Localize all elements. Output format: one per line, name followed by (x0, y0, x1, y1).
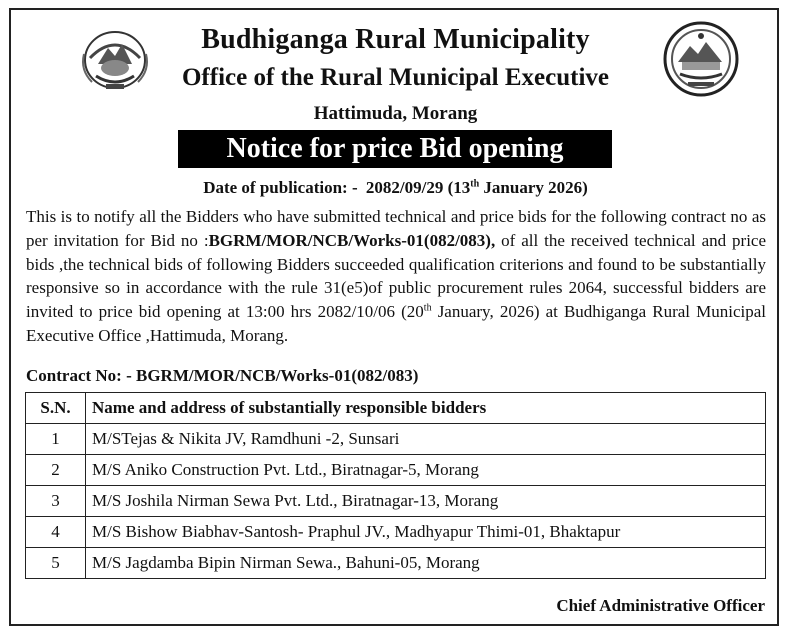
row-bidder: M/S Bishow Biabhav-Santosh- Praphul JV., Madhyapur Thimi-01, Bhaktapur (86, 517, 766, 548)
contract-number: Contract No: - BGRM/MOR/NCB/Works-01(082/083) (26, 366, 419, 385)
body-part-2: of all the received technical and price bids ,the technical bids of following Bidders succeeded qualification criterions and found to be substantially responsive so in accordance with the rule 31(e5)of public procurement rules 2064, successful bidders are invited to price bid opening at 13:00 hrs 2082/10/06 (20 (26, 230, 767, 322)
office-location: Hattimuda, Morang (313, 103, 478, 124)
notice-title: Notice for price Bid opening (178, 130, 612, 168)
table-row (26, 424, 766, 455)
row-bidder: M/S Aniko Construction Pvt. Ltd., Biratnagar-5, Morang (86, 455, 766, 486)
publication-date-en-open: (13 (447, 178, 471, 197)
notice-body (26, 205, 766, 348)
body-part-1: This is to notify all the Bidders who have submitted technical and price bids for the following contract no as per invitation for Bid no : (26, 207, 766, 250)
signatory-title: Chief Administrative Officer (556, 596, 765, 615)
row-bidder: M/S Joshila Nirman Sewa Pvt. Ltd., Biratnagar-13, Morang (86, 486, 766, 517)
table-row (26, 486, 766, 517)
row-sn: 5 (26, 548, 86, 579)
table-row (26, 517, 766, 548)
bidders-table (25, 392, 766, 579)
office-name: Office of the Rural Municipal Executive (181, 64, 609, 91)
row-sn: 2 (26, 455, 86, 486)
header-bidder: Name and address of substantially responsible bidders (86, 393, 766, 424)
body-part-3: January, 2026) at Budhiganga Rural Municipal Executive Office ,Hattimuda, Morang. (26, 302, 766, 345)
publication-date-en-sup: th (470, 178, 480, 190)
table-row (26, 548, 766, 579)
body-part-2-sup: th (423, 302, 432, 314)
table-header-row (26, 393, 766, 424)
header-sn: S.N. (26, 393, 86, 424)
row-sn: 1 (26, 424, 86, 455)
row-bidder: M/S Jagdamba Bipin Nirman Sewa., Bahuni-05, Morang (86, 548, 766, 579)
row-sn: 4 (26, 517, 86, 548)
publication-label: Date of publication: - (203, 178, 358, 197)
publication-date-en-close: January 2026) (479, 178, 588, 197)
publication-date (0, 178, 791, 198)
publication-date-np: 2082/09/29 (365, 178, 444, 197)
row-sn: 3 (26, 486, 86, 517)
bid-number: BGRM/MOR/NCB/Works-01(082/083), (208, 230, 496, 250)
org-name: Budhiganga Rural Municipality (201, 24, 590, 55)
row-bidder: M/STejas & Nikita JV, Ramdhuni -2, Sunsari (86, 424, 766, 455)
table-row (26, 455, 766, 486)
